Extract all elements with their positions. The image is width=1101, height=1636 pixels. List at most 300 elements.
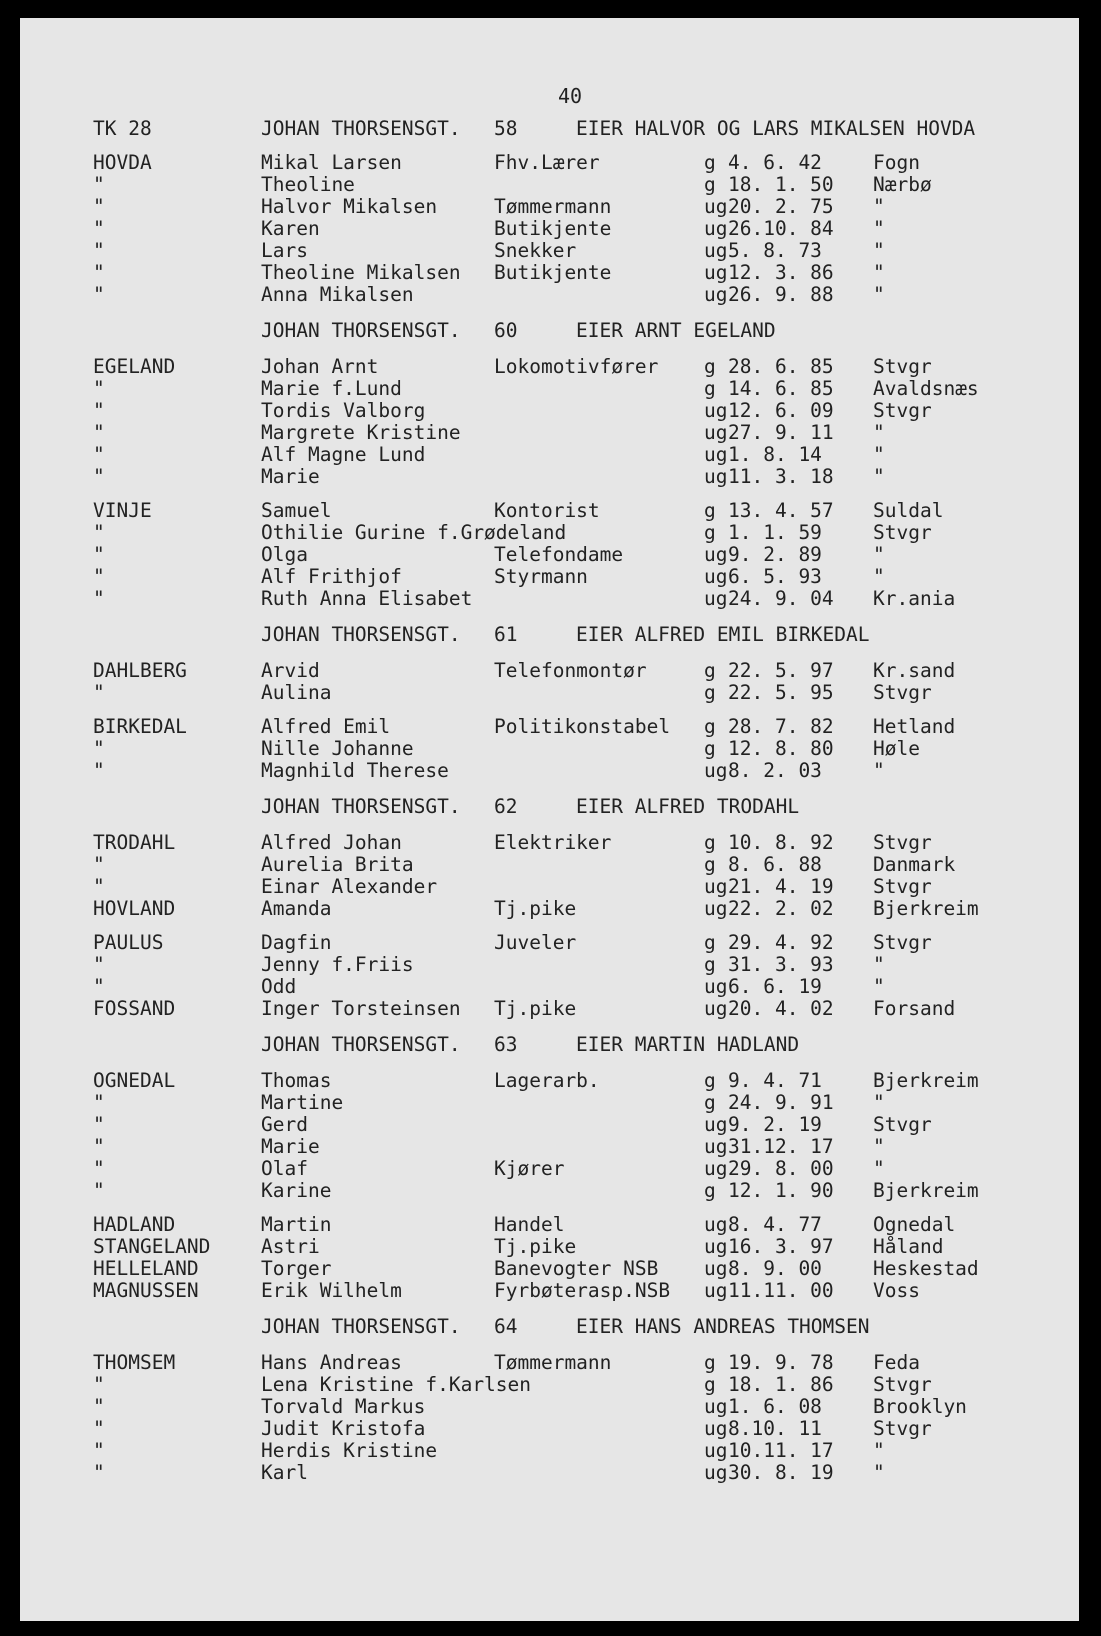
birth-date: 6. 6. 19 <box>728 975 822 998</box>
given-name: Halvor Mikalsen <box>261 195 438 218</box>
family-name: DAHLBERG <box>93 659 187 682</box>
owner-label: EIER MARTIN HADLAND <box>576 1033 800 1056</box>
family-name: " <box>93 759 105 782</box>
given-name: Marie <box>261 1135 320 1158</box>
house-number: 62 <box>494 795 518 818</box>
resident-row <box>20 1069 1079 1093</box>
given-name: Magnhild Therese <box>261 759 449 782</box>
family-name: EGELAND <box>93 355 176 378</box>
given-name: Amanda <box>261 897 332 920</box>
birth-place: " <box>873 1157 885 1180</box>
birth-place: " <box>873 239 885 262</box>
given-name: Odd <box>261 975 297 998</box>
resident-row <box>20 1179 1079 1203</box>
given-name: Karl <box>261 1461 308 1484</box>
section-header <box>20 117 1079 141</box>
given-name: Astri <box>261 1235 320 1258</box>
birth-place: " <box>873 421 885 444</box>
family-name: " <box>93 975 105 998</box>
birth-place: Stvgr <box>873 521 932 544</box>
occupation: Styrmann <box>494 565 588 588</box>
marital-status: g <box>704 1373 716 1396</box>
family-name: " <box>93 543 105 566</box>
birth-place: " <box>873 565 885 588</box>
birth-date: 13. 4. 57 <box>728 499 834 522</box>
family-name: " <box>93 465 105 488</box>
family-name: BIRKEDAL <box>93 715 187 738</box>
resident-row <box>20 1417 1079 1441</box>
family-name: OGNEDAL <box>93 1069 176 1092</box>
marital-status: ug <box>704 875 728 898</box>
occupation: Juveler <box>494 931 577 954</box>
marital-status: g <box>704 853 716 876</box>
owner-label: EIER HALVOR OG LARS MIKALSEN HOVDA <box>576 117 976 140</box>
resident-row <box>20 173 1079 197</box>
birth-place: " <box>873 217 885 240</box>
birth-date: 9. 2. 19 <box>728 1113 822 1136</box>
family-name: " <box>93 875 105 898</box>
marital-status: g <box>704 377 716 400</box>
resident-row <box>20 1113 1079 1137</box>
birth-date: 22. 5. 95 <box>728 681 834 704</box>
occupation: Butikjente <box>494 261 612 284</box>
street-name: JOHAN THORSENSGT. <box>261 623 461 646</box>
resident-row <box>20 587 1079 611</box>
marital-status: g <box>704 499 716 522</box>
birth-place: Kr.ania <box>873 587 956 610</box>
resident-row <box>20 1091 1079 1115</box>
given-name: Thomas <box>261 1069 332 1092</box>
marital-status: ug <box>704 1157 728 1180</box>
resident-row <box>20 355 1079 379</box>
birth-date: 20. 2. 75 <box>728 195 834 218</box>
marital-status: ug <box>704 217 728 240</box>
birth-date: 11. 3. 18 <box>728 465 834 488</box>
family-name: HADLAND <box>93 1213 176 1236</box>
marital-status: ug <box>704 465 728 488</box>
birth-place: Stvgr <box>873 681 932 704</box>
resident-row <box>20 1213 1079 1237</box>
resident-row <box>20 443 1079 467</box>
family-name: " <box>93 587 105 610</box>
marital-status: g <box>704 659 716 682</box>
birth-date: 14. 6. 85 <box>728 377 834 400</box>
birth-place: Suldal <box>873 499 944 522</box>
owner-label: EIER ARNT EGELAND <box>576 319 776 342</box>
birth-date: 12. 8. 80 <box>728 737 834 760</box>
given-name: Herdis Kristine <box>261 1439 438 1462</box>
family-name: " <box>93 283 105 306</box>
given-name: Martin <box>261 1213 332 1236</box>
marital-status: ug <box>704 1113 728 1136</box>
family-name: " <box>93 737 105 760</box>
family-name: " <box>93 853 105 876</box>
owner-label: EIER ALFRED EMIL BIRKEDAL <box>576 623 870 646</box>
family-name: " <box>93 217 105 240</box>
family-name: " <box>93 421 105 444</box>
resident-row <box>20 1351 1079 1375</box>
family-name: " <box>93 261 105 284</box>
given-name: Inger Torsteinsen <box>261 997 461 1020</box>
house-number: 63 <box>494 1033 518 1056</box>
section-header <box>20 795 1079 819</box>
marital-status: g <box>704 681 716 704</box>
marital-status: ug <box>704 1213 728 1236</box>
birth-date: 31.12. 17 <box>728 1135 834 1158</box>
resident-row <box>20 897 1079 921</box>
birth-date: 27. 9. 11 <box>728 421 834 444</box>
given-name: Theoline <box>261 173 355 196</box>
birth-date: 16. 3. 97 <box>728 1235 834 1258</box>
marital-status: ug <box>704 443 728 466</box>
family-name: STANGELAND <box>93 1235 211 1258</box>
birth-place: Avaldsnæs <box>873 377 979 400</box>
resident-row <box>20 377 1079 401</box>
birth-place: Stvgr <box>873 355 932 378</box>
given-name: Samuel <box>261 499 332 522</box>
given-name: Torger <box>261 1257 332 1280</box>
given-name: Karen <box>261 217 320 240</box>
family-name: HELLELAND <box>93 1257 199 1280</box>
resident-row <box>20 543 1079 567</box>
resident-row <box>20 283 1079 307</box>
resident-row <box>20 659 1079 683</box>
marital-status: g <box>704 355 716 378</box>
street-name: JOHAN THORSENSGT. <box>261 1315 461 1338</box>
given-name: Marie f.Lund <box>261 377 402 400</box>
given-name: Jenny f.Friis <box>261 953 414 976</box>
occupation: Banevogter NSB <box>494 1257 659 1280</box>
document-page <box>20 18 1079 1621</box>
birth-place: Brooklyn <box>873 1395 967 1418</box>
occupation: Tj.pike <box>494 1235 577 1258</box>
marital-status: ug <box>704 1417 728 1440</box>
given-name: Ruth Anna Elisabet <box>261 587 473 610</box>
given-name: Margrete Kristine <box>261 421 461 444</box>
birth-date: 10.11. 17 <box>728 1439 834 1462</box>
given-name: Arvid <box>261 659 320 682</box>
marital-status: ug <box>704 565 728 588</box>
resident-row <box>20 975 1079 999</box>
occupation: Handel <box>494 1213 565 1236</box>
family-name: " <box>93 1395 105 1418</box>
given-name: Erik Wilhelm <box>261 1279 402 1302</box>
given-name: Johan Arnt <box>261 355 379 378</box>
family-name: MAGNUSSEN <box>93 1279 199 1302</box>
marital-status: ug <box>704 997 728 1020</box>
birth-date: 8. 4. 77 <box>728 1213 822 1236</box>
occupation: Fhv.Lærer <box>494 151 600 174</box>
birth-place: " <box>873 1135 885 1158</box>
birth-date: 29. 4. 92 <box>728 931 834 954</box>
owner-label: EIER ALFRED TRODAHL <box>576 795 800 818</box>
given-name: Theoline Mikalsen <box>261 261 461 284</box>
occupation: Lagerarb. <box>494 1069 600 1092</box>
resident-row <box>20 565 1079 589</box>
occupation: Fyrbøterasp.NSB <box>494 1279 671 1302</box>
birth-place: Nærbø <box>873 173 932 196</box>
resident-row <box>20 465 1079 489</box>
birth-place: Håland <box>873 1235 944 1258</box>
family-name: THOMSEM <box>93 1351 176 1374</box>
resident-row <box>20 151 1079 175</box>
family-name: " <box>93 1135 105 1158</box>
birth-place: " <box>873 1439 885 1462</box>
street-name: JOHAN THORSENSGT. <box>261 1033 461 1056</box>
birth-date: 12. 1. 90 <box>728 1179 834 1202</box>
family-name: " <box>93 239 105 262</box>
resident-row <box>20 997 1079 1021</box>
birth-place: Feda <box>873 1351 920 1374</box>
marital-status: g <box>704 953 716 976</box>
marital-status: g <box>704 1091 716 1114</box>
birth-place: " <box>873 261 885 284</box>
birth-date: 28. 6. 85 <box>728 355 834 378</box>
resident-row <box>20 521 1079 545</box>
marital-status: ug <box>704 1461 728 1484</box>
birth-place: Danmark <box>873 853 956 876</box>
birth-date: 24. 9. 04 <box>728 587 834 610</box>
marital-status: ug <box>704 1439 728 1462</box>
resident-row <box>20 399 1079 423</box>
given-name: Alfred Emil <box>261 715 391 738</box>
marital-status: ug <box>704 1135 728 1158</box>
resident-row <box>20 737 1079 761</box>
birth-place: Bjerkreim <box>873 897 979 920</box>
occupation: Tømmermann <box>494 1351 612 1374</box>
given-name: Dagfin <box>261 931 332 954</box>
occupation: Kontorist <box>494 499 600 522</box>
resident-row <box>20 1235 1079 1259</box>
family-name: HOVLAND <box>93 897 176 920</box>
marital-status: ug <box>704 261 728 284</box>
resident-row <box>20 1373 1079 1397</box>
birth-date: 8. 9. 00 <box>728 1257 822 1280</box>
given-name: Olga <box>261 543 308 566</box>
marital-status: ug <box>704 975 728 998</box>
birth-date: 8. 6. 88 <box>728 853 822 876</box>
birth-place: Heskestad <box>873 1257 979 1280</box>
occupation: Telefondame <box>494 543 624 566</box>
occupation: Politikonstabel <box>494 715 671 738</box>
birth-date: 28. 7. 82 <box>728 715 834 738</box>
birth-place: " <box>873 195 885 218</box>
marital-status: g <box>704 1351 716 1374</box>
family-name: PAULUS <box>93 931 164 954</box>
occupation: Elektriker <box>494 831 612 854</box>
birth-date: 26.10. 84 <box>728 217 834 240</box>
marital-status: ug <box>704 421 728 444</box>
marital-status: g <box>704 173 716 196</box>
birth-place: Kr.sand <box>873 659 956 682</box>
section-header <box>20 623 1079 647</box>
birth-date: 1. 8. 14 <box>728 443 822 466</box>
owner-label: EIER HANS ANDREAS THOMSEN <box>576 1315 870 1338</box>
birth-date: 21. 4. 19 <box>728 875 834 898</box>
birth-date: 8. 2. 03 <box>728 759 822 782</box>
birth-place: Forsand <box>873 997 956 1020</box>
street-name: JOHAN THORSENSGT. <box>261 117 461 140</box>
marital-status: ug <box>704 283 728 306</box>
house-number: 58 <box>494 117 518 140</box>
occupation: Tj.pike <box>494 897 577 920</box>
birth-place: Fogn <box>873 151 920 174</box>
marital-status: ug <box>704 1257 728 1280</box>
given-name: Judit Kristofa <box>261 1417 426 1440</box>
resident-row <box>20 1395 1079 1419</box>
birth-place: " <box>873 1461 885 1484</box>
marital-status: g <box>704 1179 716 1202</box>
family-name: FOSSAND <box>93 997 176 1020</box>
resident-row <box>20 239 1079 263</box>
given-name: Torvald Markus <box>261 1395 426 1418</box>
birth-date: 22. 2. 02 <box>728 897 834 920</box>
occupation: Tømmermann <box>494 195 612 218</box>
given-name: Martine <box>261 1091 344 1114</box>
given-name: Aulina <box>261 681 332 704</box>
birth-place: " <box>873 953 885 976</box>
page-number: 40 <box>558 84 583 108</box>
resident-row <box>20 953 1079 977</box>
street-name: JOHAN THORSENSGT. <box>261 319 461 342</box>
given-name: Lena Kristine f.Karlsen <box>261 1373 532 1396</box>
resident-row <box>20 1461 1079 1485</box>
house-number: 64 <box>494 1315 518 1338</box>
birth-place: Stvgr <box>873 1417 932 1440</box>
given-name: Aurelia Brita <box>261 853 414 876</box>
family-name: " <box>93 1461 105 1484</box>
street-name: JOHAN THORSENSGT. <box>261 795 461 818</box>
given-name: Alfred Johan <box>261 831 402 854</box>
marital-status: g <box>704 931 716 954</box>
birth-date: 19. 9. 78 <box>728 1351 834 1374</box>
birth-place: Ognedal <box>873 1213 956 1236</box>
family-name: " <box>93 1439 105 1462</box>
marital-status: ug <box>704 239 728 262</box>
birth-date: 30. 8. 19 <box>728 1461 834 1484</box>
given-name: Mikal Larsen <box>261 151 402 174</box>
marital-status: g <box>704 1069 716 1092</box>
resident-row <box>20 1257 1079 1281</box>
occupation: Snekker <box>494 239 577 262</box>
marital-status: ug <box>704 1235 728 1258</box>
family-name: " <box>93 195 105 218</box>
birth-place: Stvgr <box>873 1373 932 1396</box>
birth-date: 6. 5. 93 <box>728 565 822 588</box>
birth-place: Stvgr <box>873 875 932 898</box>
birth-place: Bjerkreim <box>873 1179 979 1202</box>
resident-row <box>20 715 1079 739</box>
birth-date: 26. 9. 88 <box>728 283 834 306</box>
family-name: HOVDA <box>93 151 152 174</box>
birth-place: " <box>873 283 885 306</box>
given-name: Othilie Gurine f.Grødeland <box>261 521 567 544</box>
birth-place: Stvgr <box>873 399 932 422</box>
occupation: Butikjente <box>494 217 612 240</box>
birth-date: 29. 8. 00 <box>728 1157 834 1180</box>
birth-place: " <box>873 543 885 566</box>
resident-row <box>20 759 1079 783</box>
marital-status: ug <box>704 399 728 422</box>
resident-row <box>20 681 1079 705</box>
birth-date: 1. 6. 08 <box>728 1395 822 1418</box>
family-name: " <box>93 681 105 704</box>
occupation: Lokomotivfører <box>494 355 659 378</box>
birth-place: Stvgr <box>873 1113 932 1136</box>
birth-place: Voss <box>873 1279 920 1302</box>
resident-row <box>20 217 1079 241</box>
marital-status: g <box>704 521 716 544</box>
marital-status: g <box>704 737 716 760</box>
section-header <box>20 1315 1079 1339</box>
family-name: " <box>93 1091 105 1114</box>
birth-place: Hetland <box>873 715 956 738</box>
birth-date: 8.10. 11 <box>728 1417 822 1440</box>
birth-date: 1. 1. 59 <box>728 521 822 544</box>
family-name: " <box>93 565 105 588</box>
birth-place: " <box>873 759 885 782</box>
marital-status: g <box>704 151 716 174</box>
section-header <box>20 319 1079 343</box>
family-name: " <box>93 173 105 196</box>
resident-row <box>20 1439 1079 1463</box>
birth-date: 31. 3. 93 <box>728 953 834 976</box>
given-name: Alf Magne Lund <box>261 443 426 466</box>
resident-row <box>20 831 1079 855</box>
given-name: Einar Alexander <box>261 875 438 898</box>
birth-date: 9. 4. 71 <box>728 1069 822 1092</box>
occupation: Kjører <box>494 1157 565 1180</box>
birth-date: 22. 5. 97 <box>728 659 834 682</box>
birth-place: Stvgr <box>873 931 932 954</box>
family-name: " <box>93 443 105 466</box>
occupation: Telefonmontør <box>494 659 647 682</box>
resident-row <box>20 195 1079 219</box>
occupation: Tj.pike <box>494 997 577 1020</box>
birth-date: 24. 9. 91 <box>728 1091 834 1114</box>
birth-place: Stvgr <box>873 831 932 854</box>
birth-place: " <box>873 443 885 466</box>
family-name: " <box>93 953 105 976</box>
given-name: Tordis Valborg <box>261 399 426 422</box>
marital-status: g <box>704 715 716 738</box>
given-name: Anna Mikalsen <box>261 283 414 306</box>
marital-status: ug <box>704 1395 728 1418</box>
birth-date: 18. 1. 86 <box>728 1373 834 1396</box>
birth-date: 11.11. 00 <box>728 1279 834 1302</box>
family-name: " <box>93 1373 105 1396</box>
resident-row <box>20 499 1079 523</box>
resident-row <box>20 931 1079 955</box>
family-name: " <box>93 1179 105 1202</box>
family-name: " <box>93 1157 105 1180</box>
given-name: Hans Andreas <box>261 1351 402 1374</box>
family-name: VINJE <box>93 499 152 522</box>
family-name: TRODAHL <box>93 831 176 854</box>
birth-place: " <box>873 1091 885 1114</box>
resident-row <box>20 421 1079 445</box>
marital-status: ug <box>704 587 728 610</box>
given-name: Gerd <box>261 1113 308 1136</box>
family-name: " <box>93 377 105 400</box>
marital-status: ug <box>704 759 728 782</box>
resident-row <box>20 875 1079 899</box>
resident-row <box>20 1279 1079 1303</box>
birth-place: Høle <box>873 737 920 760</box>
family-name: " <box>93 1417 105 1440</box>
birth-date: 18. 1. 50 <box>728 173 834 196</box>
resident-row <box>20 853 1079 877</box>
